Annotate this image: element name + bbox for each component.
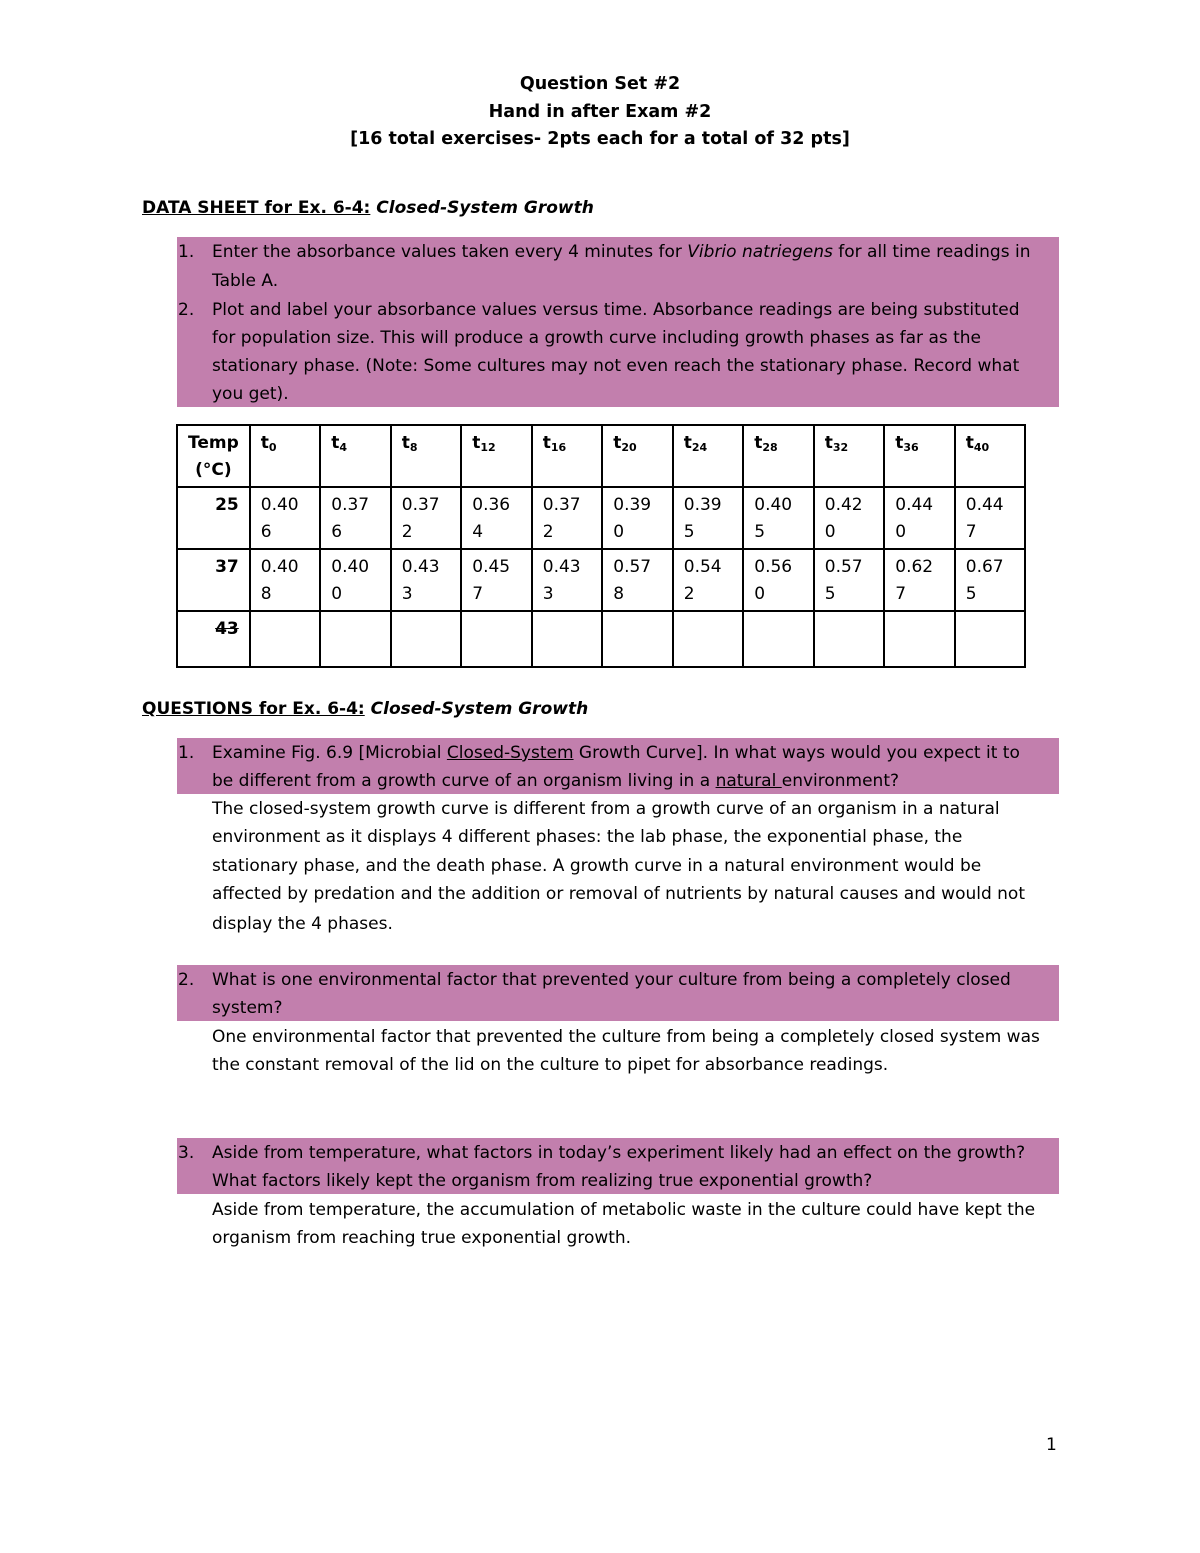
- answer-1-line-1: The closed-system growth curve is different from a growth curve of an organism in a natural: [212, 799, 1000, 819]
- data-sheet-heading: [142, 198, 594, 218]
- value-cell: 0.395: [673, 487, 744, 549]
- temp-cell: [177, 611, 250, 667]
- value-cell: 0.372: [532, 487, 603, 549]
- question-2-line-2: system?: [212, 998, 283, 1018]
- answer-2-line-1: One environmental factor that prevented the culture from being a completely closed system was: [212, 1027, 1040, 1047]
- table-header-row: [177, 425, 1025, 487]
- value-cell: [955, 611, 1026, 667]
- question-1-number: 1.: [178, 743, 195, 763]
- question-1-line-2: be different from a growth curve of an organism living in a natural environment?: [212, 771, 900, 791]
- question-2-line-1: What is one environmental factor that prevented your culture from being a completely closed: [212, 970, 1011, 990]
- value-cell: 0.433: [532, 549, 603, 611]
- value-cell: [250, 611, 321, 667]
- time-header-cell: $t_8$: [391, 425, 462, 487]
- value-cell: [814, 611, 885, 667]
- value-cell: 0.560: [743, 549, 814, 611]
- organism-name: Vibrio natriegens: [687, 242, 833, 262]
- value-cell: [884, 611, 955, 667]
- value-cell: 0.433: [391, 549, 462, 611]
- temp-header-label: Temp: [188, 433, 239, 453]
- value-cell: 0.405: [743, 487, 814, 549]
- value-cell: 0.390: [602, 487, 673, 549]
- item-2-number: 2.: [178, 300, 195, 320]
- answer-1-line-3: stationary phase, and the death phase. A growth curve in a natural environment would be: [212, 856, 982, 876]
- item-2-line-2: for population size. This will produce a growth curve including growth phases as far as the: [212, 328, 982, 348]
- struck-temp-43: 43: [215, 619, 239, 639]
- answer-2-line-2: the constant removal of the lid on the culture to pipet for absorbance readings.: [212, 1055, 889, 1075]
- title-line-1: Question Set #2: [519, 74, 681, 94]
- item-1-text-b: for all time readings in: [832, 242, 1031, 262]
- question-3-number: 3.: [178, 1143, 195, 1163]
- data-sheet-heading-italic: Closed-System Growth: [376, 198, 594, 218]
- absorbance-table: [176, 424, 1026, 668]
- value-cell: 0.406: [250, 487, 321, 549]
- closed-system-underlined: Closed-System: [446, 743, 574, 763]
- questions-heading-italic: Closed-System Growth: [370, 699, 589, 719]
- value-cell: 0.578: [602, 549, 673, 611]
- item-2-line-4: you get).: [212, 384, 289, 404]
- question-3-line-1: Aside from temperature, what factors in today’s experiment likely had an effect on the growth?: [212, 1143, 1026, 1163]
- data-sheet-heading-prefix: DATA SHEET for Ex. 6-4:: [142, 198, 371, 218]
- time-header-cell: $t_{36}$: [884, 425, 955, 487]
- data-sheet-instructions-highlight: [177, 237, 1059, 407]
- value-cell: 0.575: [814, 549, 885, 611]
- time-header-cell: $t_4$: [320, 425, 391, 487]
- value-cell: [602, 611, 673, 667]
- time-header-cell: $t_0$: [250, 425, 321, 487]
- time-header-cell: $t_{24}$: [673, 425, 744, 487]
- question-1-line-1: Examine Fig. 6.9 [Microbial Closed-System Growth Curve]. In what ways would you expect it to: [212, 743, 1020, 763]
- item-1-line-2: Table A.: [212, 271, 279, 291]
- question-3-line-2: What factors likely kept the organism from realizing true exponential growth?: [212, 1171, 873, 1191]
- title-line-2: Hand in after Exam #2: [488, 102, 712, 122]
- item-1-line-1: [212, 242, 1030, 262]
- time-header-cell: $t_{20}$: [602, 425, 673, 487]
- answer-3-line-2: organism from reaching true exponential growth.: [212, 1228, 632, 1248]
- value-cell: 0.400: [320, 549, 391, 611]
- time-header-cell: $t_{28}$: [743, 425, 814, 487]
- value-cell: 0.420: [814, 487, 885, 549]
- value-cell: 0.542: [673, 549, 744, 611]
- time-header-cell: $t_{16}$: [532, 425, 603, 487]
- page-number: 1: [1046, 1435, 1057, 1455]
- value-cell: [391, 611, 462, 667]
- value-cell: [461, 611, 532, 667]
- answer-3-line-1: Aside from temperature, the accumulation of metabolic waste in the culture could have kept the: [212, 1200, 1036, 1220]
- question-2-number: 2.: [178, 970, 195, 990]
- temp-header-cell: [177, 425, 250, 487]
- value-cell: 0.447: [955, 487, 1026, 549]
- item-1-number: 1.: [178, 242, 195, 262]
- title-line-3: [16 total exercises- 2pts each for a total of 32 pts]: [350, 129, 850, 149]
- temp-cell: 37: [177, 549, 250, 611]
- answer-1-line-2: environment as it displays 4 different phases: the lab phase, the exponential phase, the: [212, 827, 963, 847]
- value-cell: [320, 611, 391, 667]
- value-cell: 0.440: [884, 487, 955, 549]
- value-cell: [532, 611, 603, 667]
- temp-cell: 25: [177, 487, 250, 549]
- item-1-text-a: Enter the absorbance values taken every 4 minutes for: [212, 242, 688, 262]
- questions-heading-prefix: QUESTIONS for Ex. 6-4:: [142, 699, 365, 719]
- item-2-line-1: Plot and label your absorbance values versus time. Absorbance readings are being substituted: [212, 300, 1020, 320]
- value-cell: 0.675: [955, 549, 1026, 611]
- value-cell: 0.457: [461, 549, 532, 611]
- table-row-43: [177, 611, 1025, 667]
- value-cell: [673, 611, 744, 667]
- value-cell: 0.376: [320, 487, 391, 549]
- value-cell: 0.408: [250, 549, 321, 611]
- table-row-37: [177, 549, 1025, 611]
- table-row-25: [177, 487, 1025, 549]
- time-header-cell: $t_{32}$: [814, 425, 885, 487]
- questions-heading: [142, 699, 588, 719]
- answer-1-line-4: affected by predation and the addition or removal of nutrients by natural causes and would not: [212, 884, 1026, 904]
- natural-underlined: natural: [715, 771, 782, 791]
- temp-header-unit: (°C): [195, 460, 232, 480]
- item-2-line-3: stationary phase. (Note: Some cultures may not even reach the stationary phase. Record what: [212, 356, 1020, 376]
- value-cell: [743, 611, 814, 667]
- value-cell: 0.364: [461, 487, 532, 549]
- answer-1-line-5: display the 4 phases.: [212, 914, 393, 934]
- value-cell: 0.627: [884, 549, 955, 611]
- value-cell: 0.372: [391, 487, 462, 549]
- time-header-cell: $t_{12}$: [461, 425, 532, 487]
- time-header-cell: $t_{40}$: [955, 425, 1026, 487]
